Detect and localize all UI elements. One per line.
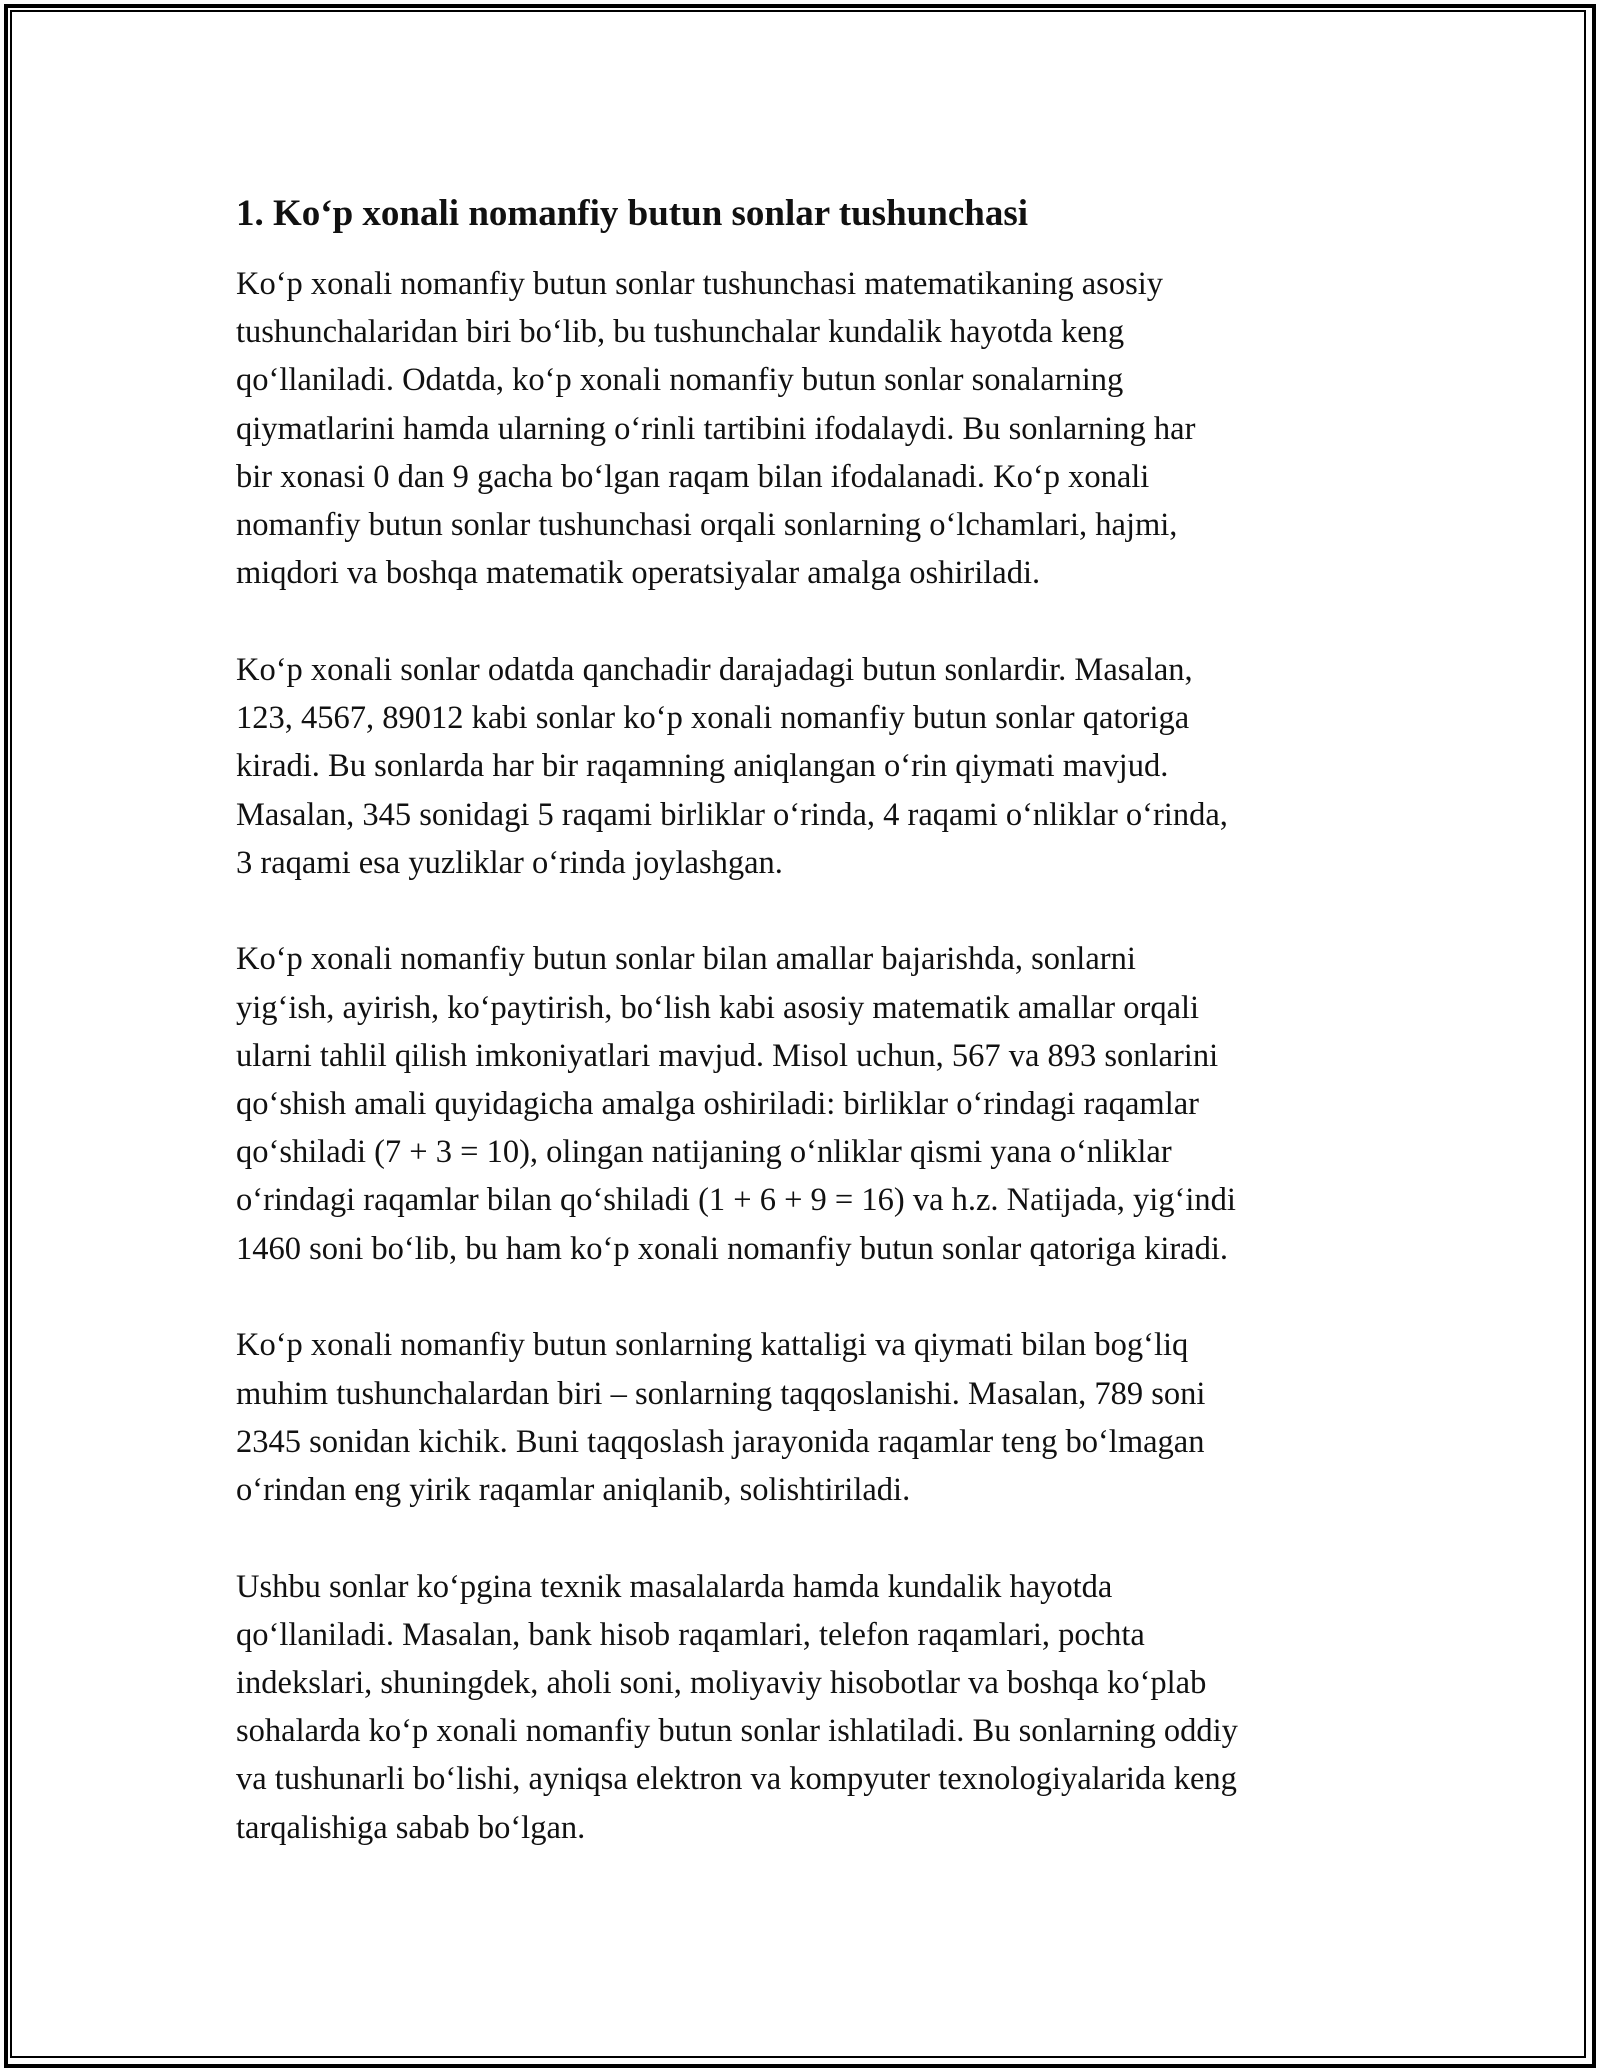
paragraph-line: qo‘llaniladi. Masalan, bank hisob raqamlari, telefon raqamlari, pochta [236, 1616, 1145, 1653]
paragraph-line: yig‘ish, ayirish, ko‘paytirish, bo‘lish kabi asosiy matematik amallar orqali [236, 989, 1200, 1026]
paragraph [236, 935, 1386, 1272]
paragraph-line: indekslari, shuningdek, aholi soni, moliyaviy hisobotlar va boshqa ko‘plab [236, 1665, 1207, 1702]
paragraph-line: va tushunarli bo‘lishi, ayniqsa elektron va kompyuter texnologiyalarida keng [236, 1761, 1237, 1798]
section-heading: 1. Ko‘p xonali nomanfiy butun sonlar tushunchasi [236, 193, 1028, 234]
paragraph-line: Masalan, 345 sonidagi 5 raqami birliklar o‘rinda, 4 raqami o‘nliklar o‘rinda, [236, 796, 1228, 833]
paragraph-line: qiymatlarini hamda ularning o‘rinli tartibini ifodalaydi. Bu sonlarning har [236, 410, 1196, 447]
paragraph-line: miqdori va boshqa matematik operatsiyalar amalga oshiriladi. [236, 555, 1041, 592]
paragraph-line: bir xonasi 0 dan 9 gacha bo‘lgan raqam bilan ifodalanadi. Ko‘p xonali [236, 458, 1150, 495]
paragraph-line: Ko‘p xonali nomanfiy butun sonlar tushunchasi matematikaning asosiy [236, 266, 1163, 302]
paragraph-line: qo‘llaniladi. Odatda, ko‘p xonali nomanfiy butun sonlar sonalarning [236, 362, 1124, 399]
paragraph-line: sohalarda ko‘p xonali nomanfiy butun sonlar ishlatiladi. Bu sonlarning oddiy [236, 1713, 1238, 1750]
paragraph-line: 2345 sonidan kichik. Buni taqqoslash jarayonida raqamlar teng bo‘lmagan [236, 1423, 1205, 1460]
paragraph-line: 1460 soni bo‘lib, bu ham ko‘p xonali nomanfiy butun sonlar qatoriga kiradi. [236, 1230, 1228, 1267]
paragraph-line: kiradi. Bu sonlarda har bir raqamning aniqlangan o‘rin qiymati mavjud. [236, 748, 1169, 785]
document-body [236, 188, 1386, 1900]
paragraph-line: qo‘shish amali quyidagicha amalga oshiriladi: birliklar o‘rindagi raqamlar [236, 1086, 1199, 1123]
paragraph-line: nomanfiy butun sonlar tushunchasi orqali sonlarning o‘lchamlari, hajmi, [236, 507, 1178, 544]
paragraph-line: 3 raqami esa yuzliklar o‘rinda joylashgan. [236, 844, 783, 881]
paragraph-line: qo‘shiladi (7 + 3 = 10), olingan natijaning o‘nliklar qismi yana o‘nliklar [236, 1134, 1172, 1171]
paragraph-line: Ko‘p xonali nomanfiy butun sonlarning kattaligi va qiymati bilan bog‘liq [236, 1327, 1189, 1364]
paragraph-container [236, 260, 1386, 1852]
paragraph-line: ularni tahlil qilish imkoniyatlari mavjud. Misol uchun, 567 va 893 sonlarini [236, 1037, 1219, 1074]
paragraph-line: o‘rindagi raqamlar bilan qo‘shiladi (1 + 6 + 9 = 16) va h.z. Natijada, yig‘indi [236, 1182, 1236, 1219]
paragraph-line: tushunchalaridan biri bo‘lib, bu tushunchalar kundalik hayotda keng [236, 314, 1125, 351]
paragraph [236, 1321, 1386, 1514]
paragraph-line: tarqalishiga sabab bo‘lgan. [236, 1809, 586, 1846]
paragraph-line: muhim tushunchalardan biri – sonlarning taqqoslanishi. Masalan, 789 soni [236, 1375, 1206, 1412]
paragraph [236, 1563, 1386, 1852]
paragraph-line: Ko‘p xonali nomanfiy butun sonlar bilan amallar bajarishda, sonlarni [236, 941, 1136, 978]
paragraph [236, 646, 1386, 887]
paragraph-line: Ko‘p xonali sonlar odatda qanchadir darajadagi butun sonlardir. Masalan, [236, 651, 1193, 688]
paragraph-line: 123, 4567, 89012 kabi sonlar ko‘p xonali nomanfiy butun sonlar qatoriga [236, 700, 1190, 737]
paragraph [236, 260, 1386, 597]
paragraph-line: Ushbu sonlar ko‘pgina texnik masalalarda hamda kundalik hayotda [236, 1568, 1113, 1605]
paragraph-line: o‘rindan eng yirik raqamlar aniqlanib, solishtiriladi. [236, 1471, 911, 1508]
